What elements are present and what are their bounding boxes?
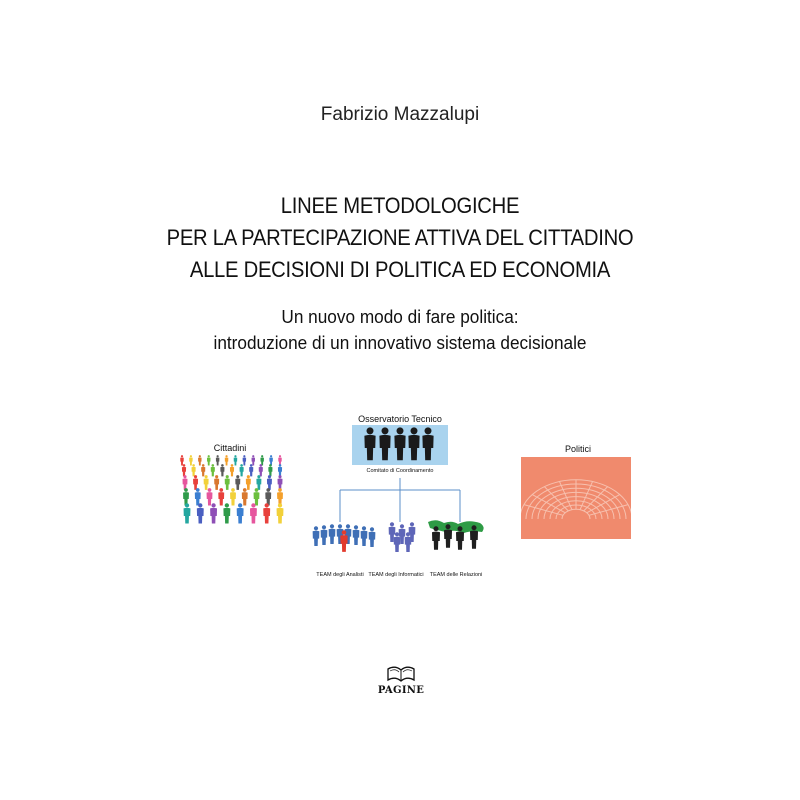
citizen-figure: [277, 488, 283, 505]
citizen-figure: [278, 464, 282, 476]
politicians-label: Politici: [564, 444, 591, 454]
observatory-label: Osservatorio Tecnico: [358, 414, 442, 424]
citizen-figure: [214, 475, 219, 490]
citizen-figure: [256, 475, 261, 490]
publisher-book-icon: [385, 665, 417, 683]
citizens-crowd-image: [172, 455, 296, 547]
citizen-figure: [184, 503, 191, 523]
citizen-figure: [267, 475, 272, 490]
team-relations-image: [424, 518, 490, 558]
citizen-figure: [225, 475, 230, 490]
citizen-figure: [249, 464, 253, 476]
team-analysts-image: [310, 518, 378, 558]
citizen-figure: [234, 455, 238, 465]
team-relations-label: TEAM delle Relazioni: [429, 572, 483, 578]
analyst-figure: [353, 525, 360, 545]
citizen-figure: [278, 475, 283, 490]
citizen-figure: [223, 503, 230, 523]
citizen-figure: [250, 503, 257, 523]
citizen-figure: [230, 464, 234, 476]
citizen-figure: [201, 464, 205, 476]
citizen-figure: [252, 455, 256, 465]
citizen-figure: [204, 475, 209, 490]
analyst-figure: [329, 524, 336, 544]
politicians-image: [521, 457, 631, 539]
citizen-figure: [254, 488, 260, 505]
team-analysts-label: TEAM degli Analisti: [316, 572, 364, 578]
citizen-figure: [183, 475, 188, 490]
subtitle-line-2: introduzione di un innovativo sistema decisionale: [213, 332, 587, 353]
citizen-figure: [268, 464, 272, 476]
citizen-figure: [218, 488, 224, 505]
citizen-figure: [183, 488, 189, 505]
citizen-figure: [211, 464, 215, 476]
subtitle-line-1: Un nuovo modo di fare politica:: [281, 306, 519, 327]
citizen-figure: [180, 455, 184, 465]
citizen-figure: [216, 455, 220, 465]
citizen-figure: [225, 455, 229, 465]
citizen-figure: [242, 488, 248, 505]
analyst-figure: [369, 527, 376, 547]
title-line-3: ALLE DECISIONI DI POLITICA ED ECONOMIA: [189, 257, 611, 282]
citizen-figure: [269, 455, 273, 465]
citizen-figure: [265, 488, 271, 505]
committee-label: Comitato di Coordinamento: [366, 468, 434, 474]
citizen-figure: [189, 455, 193, 465]
analyst-figure: [321, 525, 328, 545]
title-line-1: LINEE METODOLOGICHE: [280, 193, 520, 218]
citizen-figure: [278, 455, 282, 465]
citizen-figure: [193, 475, 198, 490]
citizen-figure: [260, 455, 264, 465]
observatory-image: [352, 425, 448, 465]
team-it-image: [384, 518, 428, 558]
analyst-figure: [313, 526, 320, 546]
citizen-figure: [235, 475, 240, 490]
title-line-2: PER LA PARTECIPAZIONE ATTIVA DEL CITTADINO: [166, 225, 634, 250]
citizen-figure: [197, 503, 204, 523]
citizens-label: Cittadini: [213, 443, 247, 453]
author-name: Fabrizio Mazzalupi: [320, 104, 480, 125]
citizen-figure: [259, 464, 263, 476]
citizen-figure: [240, 464, 244, 476]
citizen-figure: [210, 503, 217, 523]
citizen-figure: [246, 475, 251, 490]
publisher-name: PAGINE: [377, 685, 425, 696]
citizen-figure: [230, 488, 236, 505]
citizen-figure: [237, 503, 244, 523]
team-it-label: TEAM degli Informatici: [368, 572, 424, 578]
citizen-figure: [192, 464, 196, 476]
citizen-figure: [207, 488, 213, 505]
citizen-figure: [220, 464, 224, 476]
citizen-figure: [243, 455, 247, 465]
citizen-figure: [277, 503, 284, 523]
citizen-figure: [263, 503, 270, 523]
citizen-figure: [207, 455, 211, 465]
citizen-figure: [195, 488, 201, 505]
citizen-figure: [198, 455, 202, 465]
citizen-figure: [182, 464, 186, 476]
analyst-figure: [361, 526, 368, 546]
